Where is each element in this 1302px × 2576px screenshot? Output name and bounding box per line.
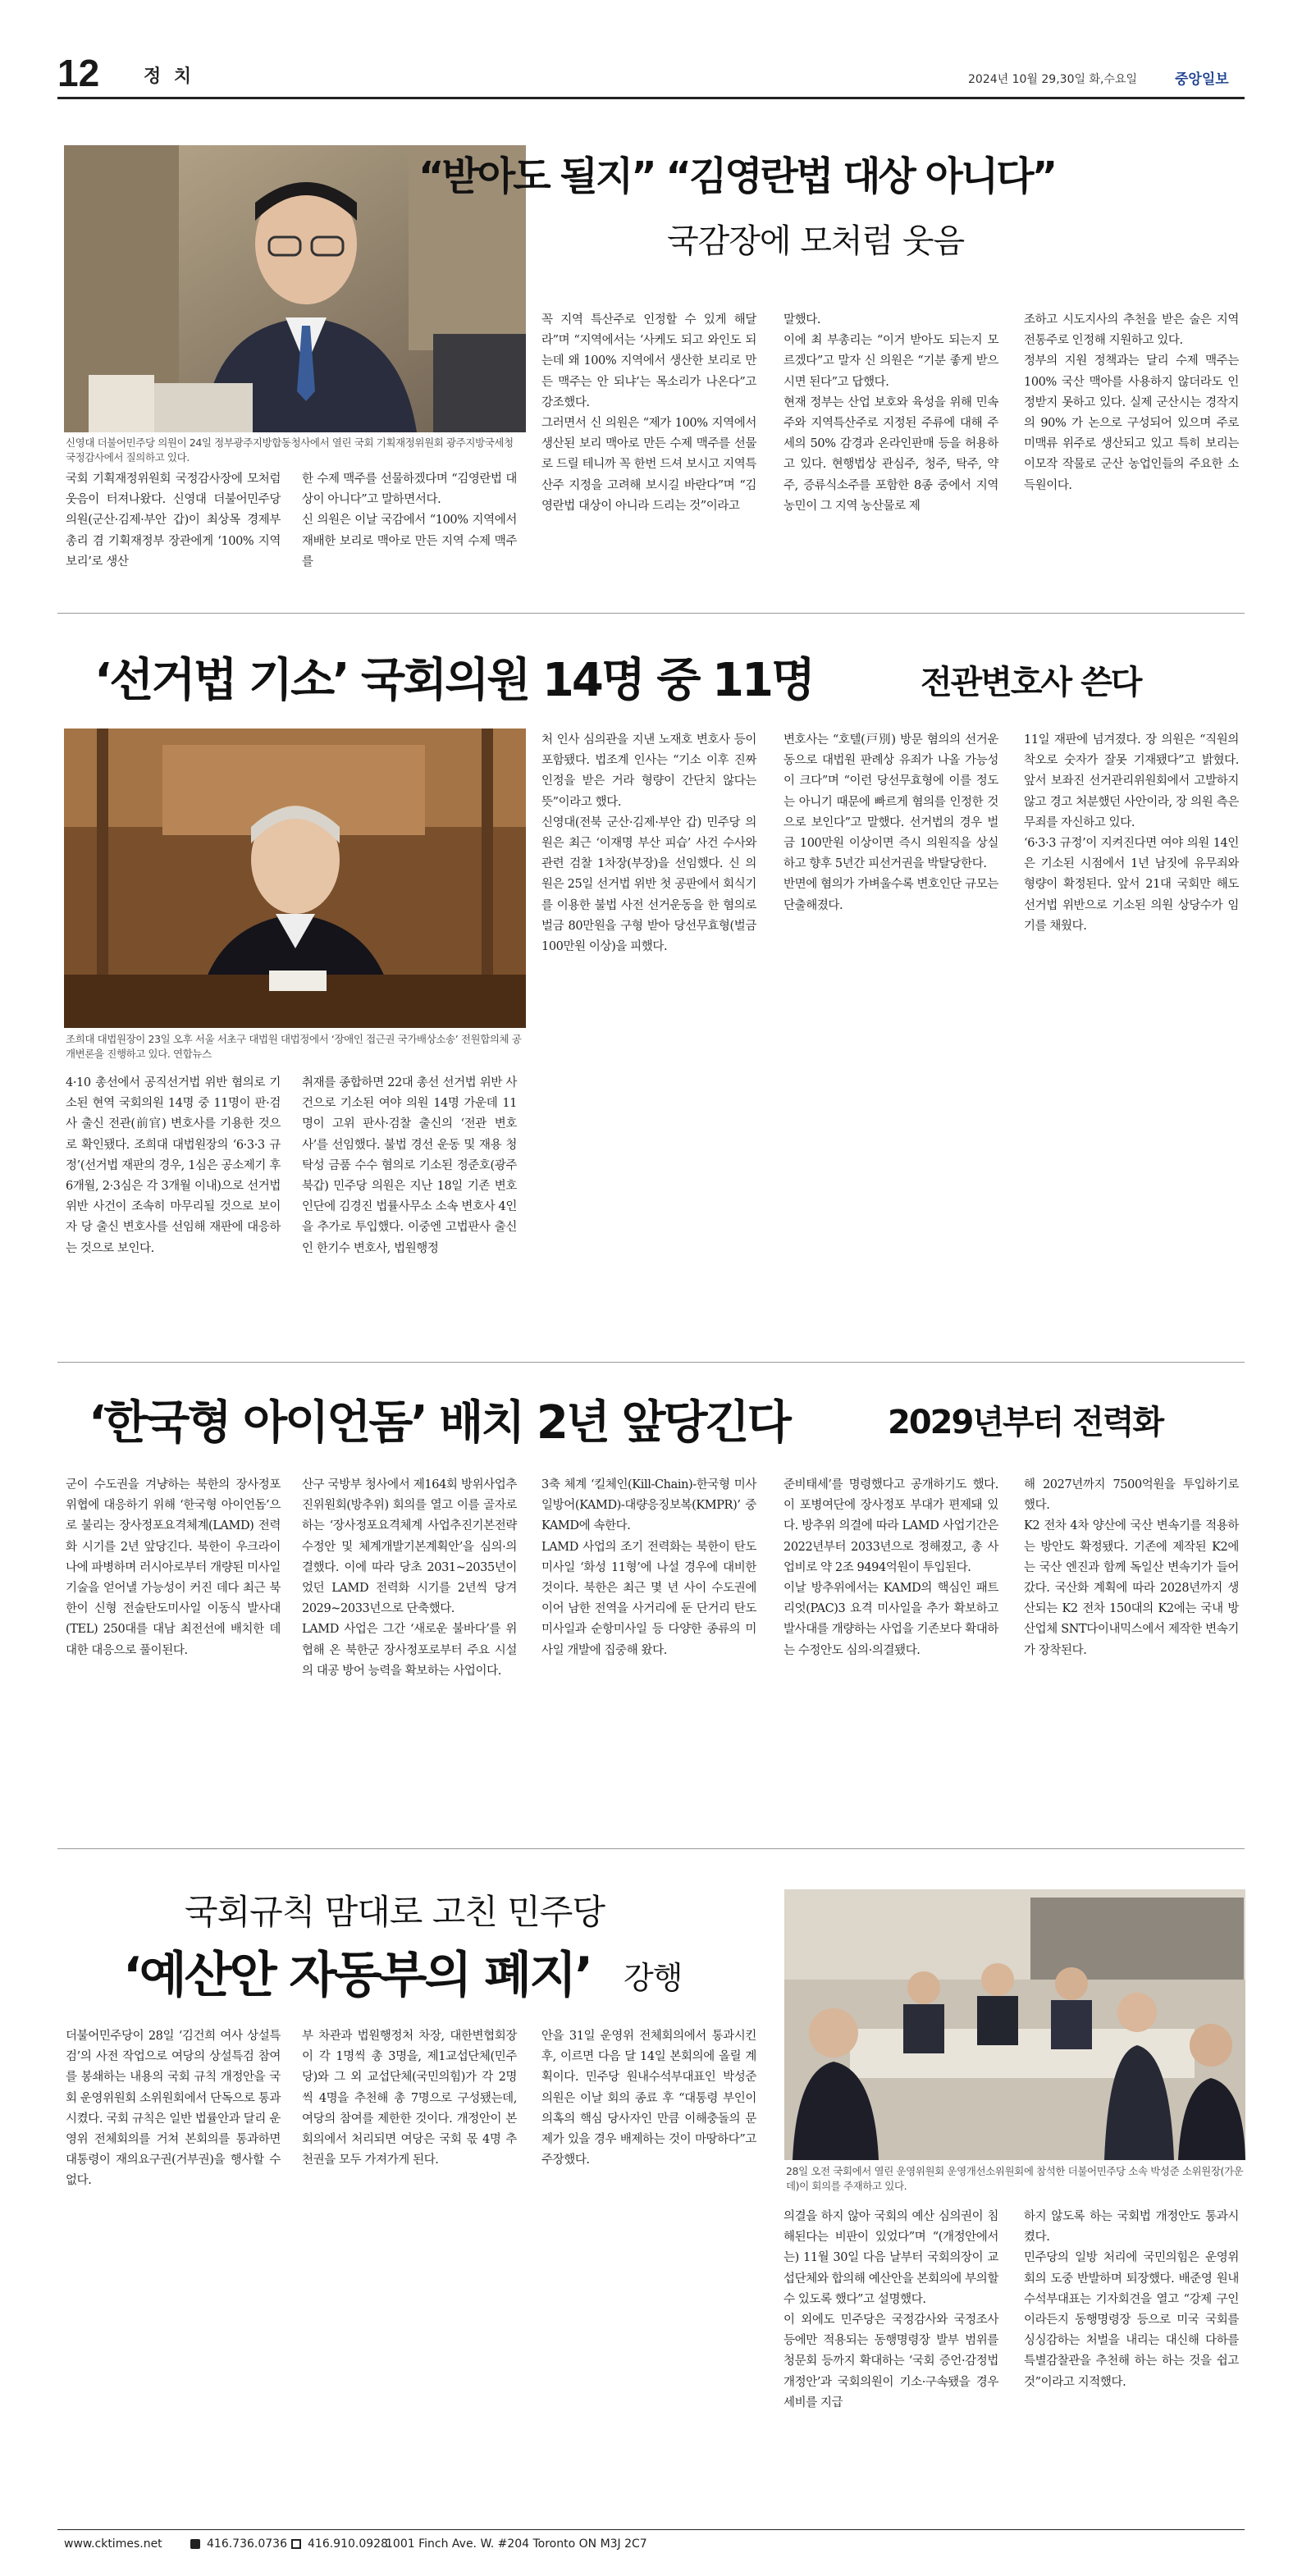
article4-col-5: 하지 않도록 하는 국회법 개정안도 통과시켰다. 민주당의 일방 처리에 국민의힘은 운영위 회의 도중 반발하며 퇴장했다. 배준영 원내수석부대표는 기자회견을 열고 “강제 구인이라든지 동행명령장 등으로 미국 국회를 싱싱감하는 처벌을 내리는 대신해 다하를 특별감찰관을 추천해 하는 하는 것을 쉽고 것”이라고 지적했다.	[1024, 2210, 1239, 2389]
article2-col-3: 처 인사 심의관을 지낸 노재호 변호사 등이 포함됐다. 법조계 인사는 “기소 이후 진짜 인정을 받은 거라 형량이 간단치 않다는 뜻”이라고 했다. 신영대(전북 군산·김제·부안 갑) 민주당 의원은 최근 ‘이재명 부산 피습’ 사건 수사와 관련 검찰 1차장(부장)을 선임했다. 신 의원은 25일 선거법 위반 첫 공판에서 회식기를 이용한 불법 사전 선거운동을 한 혐의로 벌금 80만원을 구형 받아 당선무효형(벌금 100만원 이상)을 피했다.	[541, 733, 756, 954]
section-label: 정 치	[144, 66, 195, 87]
footer-address: 1001 Finch Ave. W. #204 Toronto ON M3J 2C7	[386, 2537, 647, 2551]
article3-col-1: 군이 수도권을 겨냥하는 북한의 장사정포 위협에 대응하기 위해 ‘한국형 아이언돔’으로 불리는 장사정포요격체계(LAMD) 전력화 시기를 2년 앞당긴다. 북한이 우크라이나에 파병하며 러시아로부터 개량된 미사일 기술을 얻어낼 가능성이 커진 데다 최근 북한이 신형 전술탄도미사일 이동식 발사대(TEL) 250대를 대남 최전선에 배치한 데 대한 대응으로 풀이된다.	[66, 1478, 281, 1657]
article1-headline: “받아도 될지” “김영란법 대상 아니다”	[418, 153, 1056, 199]
article2-headline: ‘선거법 기소’ 국회의원 14명 중 11명	[94, 654, 814, 707]
article1-photo-caption: 신영대 더불어민주당 의원이 24일 정부광주지방합동청사에서 열린 국회 기획재정위원회 광주지방국세청 국정감사에서 질의하고 있다.	[66, 436, 514, 464]
article1-col-5: 조하고 시도지사의 추천을 받은 술은 지역 전통주로 인정해 지원하고 있다. 정부의 지원 정책과는 달리 수제 맥주는 100% 국산 맥아를 사용하지 않더라도 인정받지 못하고 있다. 실제 군산시는 경작지의 90% 가 논으로 구성되어 있으며 주로 미맥류 위주로 생산되고 있고 특히 보리는 이모작 작물로 군산 농업인들의 주요한 소득원이다.	[1024, 313, 1239, 492]
article2-photo	[64, 728, 526, 1028]
article2-col-1: 4·10 총선에서 공직선거법 위반 혐의로 기소된 현역 국회의원 14명 중 11명이 판·검사 출신 전관(前官) 변호사를 기용한 것으로 확인됐다. 조희대 대법원장의 ‘6·3·3 규정’(선거법 재판의 경우, 1심은 공소제기 후 6개월, 2·3심은 각 3개월 이내)으로 선거법 위반 사건이 조속히 마무리될 것으로 보이자 당 출신 변호사를 선임해 재판에 대응하는 것으로 보인다.	[66, 1076, 281, 1255]
footer-rule	[57, 2529, 1245, 2530]
article4-photo	[784, 1889, 1245, 2160]
article2-bottom-rule	[57, 1362, 1245, 1363]
article4-photo-caption: 28일 오전 국회에서 열린 운영위원회 운영개선소위원회에 참석한 더불어민주당 소속 박성준 소위원장(가운데)이 회의를 주재하고 있다.	[786, 2165, 1244, 2192]
issue-date: 2024년 10월 29,30일 화,수요일	[968, 73, 1137, 86]
article2-photo-caption: 조희대 대법원장이 23일 오후 서울 서초구 대법원 대법정에서 ‘장애인 접근권 국가배상소송’ 전원합의체 공개변론을 진행하고 있다. 연합뉴스	[66, 1033, 522, 1060]
article3-col-4: 준비태세’를 명령했다고 공개하기도 했다. 이 포병여단에 장사정포 부대가 편제돼 있다. 방추위 의결에 따라 LAMD 사업기간은 2022년부터 2033년으로 정해졌고, 총 사업비로 약 2조 9494억원이 투입된다. 이날 방추위에서는 KAMD의 핵심인 패트리엇(PAC)3 요격 미사일을 추가 확보하고 발사대를 개량하는 사업을 기존보다 확대하는 수정안도 심의·의결됐다.	[783, 1478, 998, 1657]
article2-headline-suffix: 전관변호사 쓴다	[921, 664, 1141, 701]
footer-fax: 416.910.0928	[308, 2537, 388, 2551]
article4-col-3: 안을 31일 운영위 전체회의에서 통과시킨 후, 이르면 다음 달 14일 본회의에 올릴 계획이다. 민주당 원내수석부대표인 박성준 의원은 이날 회의 종료 후 “대통령 부인이 의혹의 핵심 당사자인 만큼 이해충돌의 문제가 있을 경우 배제하는 것이 마땅하다”고 주장했다.	[541, 2030, 756, 2167]
article3-headline: ‘한국형 아이언돔’ 배치 2년 앞당긴다	[89, 1396, 789, 1450]
article4-col-1: 더불어민주당이 28일 ‘김건희 여사 상설특검’의 사전 작업으로 여당의 상설특검 참여를 봉쇄하는 내용의 국회 규칙 개정안을 국회 운영위원회 소위원회에서 단독으로 통과시켰다. 국회 규칙은 일반 법률안과 달리 운영위 전체회의를 거쳐 본회의를 통과하면 대통령이 재의요구권(거부권)을 행사할 수 없다.	[66, 2030, 281, 2188]
page-number: 12	[57, 52, 100, 94]
article3-bottom-rule	[57, 1848, 1245, 1849]
paper-name: 중앙일보	[1175, 71, 1229, 88]
article1-col-3: 꼭 지역 특산주로 인정할 수 있게 해달라”며 “지역에서는 ‘사케도 되고 와인도 되는데 왜 100% 지역에서 생산한 보리로 만든 맥주는 안 되냐’는 목소리가 나온다”고 강조했다. 그러면서 신 의원은 “제가 100% 지역에서 생산된 보리 맥아로 만든 수제 맥주를 선물로 드릴 테니까 꼭 한번 드셔 보시고 지역특산주 지정을 고려해 보시길 바란다”며 “김영란법 대상이 아니라 드리는 것”이라고	[541, 313, 756, 513]
article4-col-2: 부 차관과 법원행정처 차장, 대한변협회장이 각 1명씩 총 3명을, 제1교섭단체(민주당)와 그 외 교섭단체(국민의힘)가 각 2명씩 4명을 추천해 총 7명으로 구성됐는데, 여당의 참여를 제한한 것이다. 개정안이 본회의에서 처리되면 여당은 국회 몫 4명 추천권을 모두 가져가게 된다.	[302, 2030, 517, 2167]
article2-col-5: 11일 재판에 넘겨졌다. 장 의원은 “직원의 착오로 숫자가 잘못 기재됐다”고 밝혔다. 앞서 보좌진 선거관리위원회에서 고발하지 않고 경고 처분했던 사안이라, 장 의원 측은 무죄를 자신하고 있다. ‘6·3·3 규정’이 지켜진다면 여야 의원 14인은 기소된 시점에서 1년 남짓에 유무죄와 형량이 확정된다. 앞서 21대 국회만 해도 선거법 위반으로 기소된 의원 상당수가 임기를 채웠다.	[1024, 733, 1239, 933]
article1-col-2: 한 수제 맥주를 선물하겠다며 “김영란법 대상이 아니다”고 말하면서다. 신 의원은 이날 국감에서 “100% 지역에서 재배한 보리로 맥아로 만든 지역 수제 맥주를	[302, 473, 517, 569]
article4-kicker: 국회규칙 맘대로 고친 민주당	[185, 1892, 605, 1932]
article3-col-2: 산구 국방부 청사에서 제164회 방위사업추진위원회(방추위) 회의를 열고 이를 골자로 하는 ‘장사정포요격체계 사업추진기본전략 수정안 및 체계개발기본계획안’을 심의·의결했다. 이에 따라 당초 2031~2035년이었던 LAMD 전력화 시기를 2년씩 당겨 2029~2033년으로 단축했다. LAMD 사업은 그간 ‘새로운 불바다’를 위협해 온 북한군 장사정포로부터 주요 시설의 대공 방어 능력을 확보하는 사업이다.	[302, 1478, 517, 1678]
article1-col-4: 말했다. 이에 최 부총리는 “이거 받아도 되는지 모르겠다”고 말자 신 의원은 “기분 좋게 받으시면 된다”고 답했다. 현재 정부는 산업 보호와 육성을 위해 민속주와 지역특산주로 지정된 주류에 대해 주세의 50% 감경과 온라인판매 등을 허용하고 있다. 현행법상 관심주, 청주, 탁주, 약주, 증류식소주를 포함한 8종 중에서 지역 농민이 그 지역 농산물로 제	[783, 313, 998, 513]
article2-col-4: 변호사는 “호텔(戸別) 방문 혐의의 선거운동으로 대법원 판례상 유죄가 나올 가능성이 크다”며 “이런 당선무효형에 이를 정도는 아니기 때문에 빠르게 혐의를 인정한 것으로 보인다”고 말했다. 선거법의 경우 벌금 100만원 이상이면 즉시 의원직을 상실하고 향후 5년간 피선거권을 박탈당한다. 반면에 혐의가 가벼울수록 변호인단 규모는 단출해졌다.	[783, 733, 998, 912]
fax-icon	[291, 2539, 301, 2549]
article4-headline: ‘예산안 자동부의 폐지’	[123, 1947, 592, 2004]
chief-justice-photo-image	[64, 728, 526, 1028]
masthead-rule	[57, 97, 1245, 99]
article1-bottom-rule	[57, 613, 1245, 614]
article3-headline-suffix: 2029년부터 전력화	[888, 1404, 1163, 1441]
article3-col-5: 해 2027년까지 7500억원을 투입하기로 했다. K2 전차 4차 양산에 국산 변속기를 적용하는 방안도 확정됐다. 기존에 제작된 K2에는 국산 엔진과 함께 독일산 변속기가 들어갔다. 국산화 계획에 따라 2028년까지 생산되는 K2 전차 150대의 K2에는 국내 방산업체 SNT다이내믹스에서 제작한 변속기가 장착된다.	[1024, 1478, 1239, 1657]
article3-col-3: 3축 체계 ‘킬체인(Kill-Chain)-한국형 미사일방어(KAMD)-대량응징보복(KMPR)’ 중 KAMD에 속한다. LAMD 사업의 조기 전력화는 북한이 탄도미사일 ‘화성 11형’에 나설 경우에 대비한 것이다. 북한은 최근 몇 년 사이 수도권에 이어 남한 전역을 사거리에 둔 단거리 탄도미사일과 순항미사일 등 다양한 종류의 미사일 개발에 집중해 왔다.	[541, 1478, 756, 1657]
article1-subhead: 국감장에 모처럼 웃음	[667, 222, 965, 260]
footer-phone: 416.736.0736	[207, 2537, 287, 2551]
article4-headline-suffix: 강행	[624, 1960, 683, 1996]
footer-website[interactable]: www.cktimes.net	[64, 2537, 162, 2551]
committee-meeting-photo-image	[784, 1889, 1245, 2160]
article2-col-2: 취재를 종합하면 22대 총선 선거법 위반 사건으로 기소된 여야 의원 14명 가운데 11명이 고위 판사·검찰 출신의 ‘전관 변호사’를 선임했다. 불법 경선 운동 및 재용 청탁성 금품 수수 혐의로 기소된 정준호(광주 북갑) 민주당 의원은 지난 18일 기존 변호인단에 김경진 법률사무소 소속 변호사 4인을 추가로 투입했다. 이중엔 고법판사 출신인 한기수 변호사, 법원행정	[302, 1076, 517, 1255]
article4-col-4: 의결을 하지 않아 국회의 예산 심의권이 침해된다는 비판이 있었다”며 “(개정안에서는) 11월 30일 다음 날부터 국회의장이 교섭단체와 합의해 예산안을 본회의에 부의할 수 있도록 했다”고 설명했다. 이 외에도 민주당은 국정감사와 국정조사 등에만 적용되는 동행명령장 발부 범위를 청문회 등까지 확대하는 ‘국회 증언·감정법 개정안’과 국회의원이 기소·구속됐을 경우 세비를 지급	[783, 2210, 998, 2409]
phone-icon	[190, 2539, 200, 2549]
article1-col-1: 국회 기획재정위원회 국정감사장에 모처럼 웃음이 터져나왔다. 신영대 더불어민주당 의원(군산·김제·부안 갑)이 최상목 경제부총리 겸 기획재정부 장관에게 ‘100% 지역 보리’로 생산	[66, 473, 281, 569]
